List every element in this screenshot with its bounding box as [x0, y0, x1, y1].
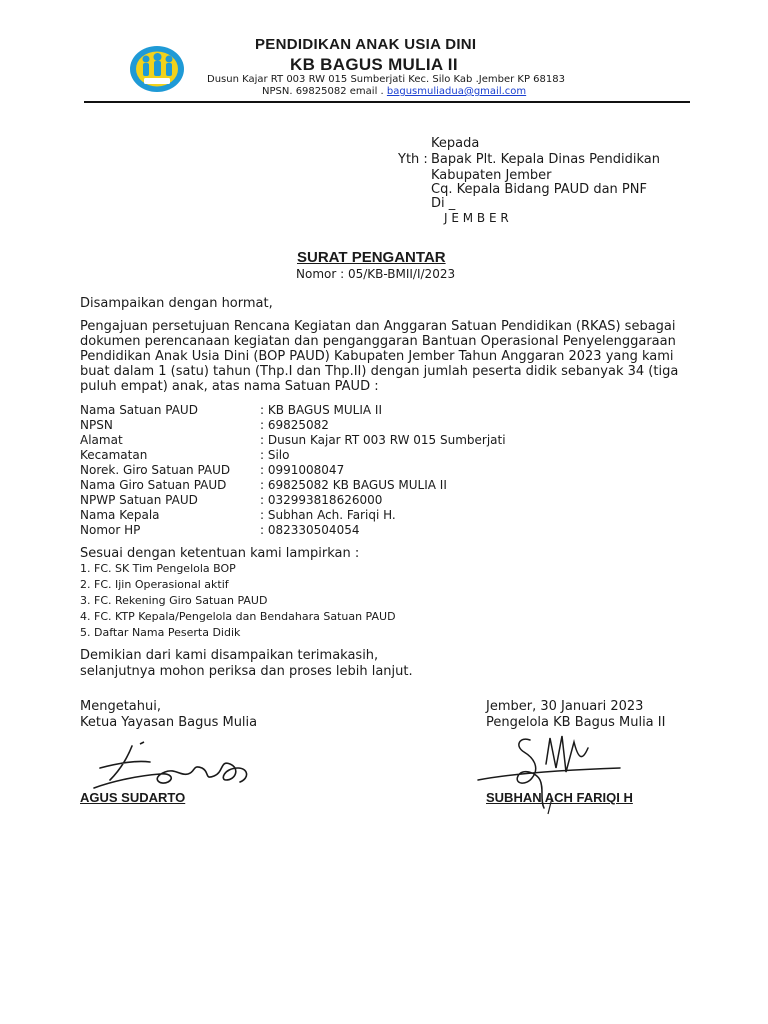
recipient-yth: Yth :: [398, 152, 428, 167]
detail-value: : 082330504054: [260, 523, 360, 537]
closing-line: selanjutnya mohon periksa dan proses lebih lanjut.: [80, 664, 413, 679]
signature-right-name: SUBHAN ACH FARIQI H: [486, 790, 633, 805]
letterhead-line1: PENDIDIKAN ANAK USIA DINI: [255, 36, 477, 53]
signature-left-name: AGUS SUDARTO: [80, 790, 186, 805]
detail-value: : 69825082 KB BAGUS MULIA II: [260, 478, 447, 492]
detail-label: Kecamatan: [80, 448, 148, 462]
list-item: 5. Daftar Nama Peserta Didik: [80, 626, 241, 639]
detail-value: : Dusun Kajar RT 003 RW 015 Sumberjati: [260, 433, 506, 447]
list-item: 2. FC. Ijin Operasional aktif: [80, 578, 229, 591]
detail-value: : 0991008047: [260, 463, 345, 477]
detail-label: Alamat: [80, 433, 123, 447]
closing-line: Demikian dari kami disampaikan terimakasih,: [80, 648, 379, 663]
detail-label: Nomor HP: [80, 523, 141, 537]
school-logo-icon: [128, 44, 186, 94]
signature-right-handwriting: [470, 728, 640, 824]
letterhead-school-name: KB BAGUS MULIA II: [290, 55, 458, 74]
signature-left-line1: Mengetahui,: [80, 699, 161, 714]
signature-left-handwriting: [80, 738, 260, 794]
recipient-line3: Cq. Kepala Bidang PAUD dan PNF: [431, 182, 647, 197]
list-item: 1. FC. SK Tim Pengelola BOP: [80, 562, 236, 575]
paragraph-line: Pengajuan persetujuan Rencana Kegiatan dan Anggaran Satuan Pendidikan (RKAS) sebagai: [80, 319, 676, 334]
recipient-line1: Bapak Plt. Kepala Dinas Pendidikan: [431, 152, 660, 167]
detail-label: NPWP Satuan PAUD: [80, 493, 198, 507]
letterhead-address: Dusun Kajar RT 003 RW 015 Sumberjati Kec. Silo Kab .Jember KP 68183: [207, 74, 565, 85]
recipient-city: J E M B E R: [444, 211, 509, 225]
paragraph-line: puluh empat) anak, atas nama Satuan PAUD :: [80, 379, 379, 394]
detail-value: : 032993818626000: [260, 493, 383, 507]
detail-value: : KB BAGUS MULIA II: [260, 403, 382, 417]
recipient-line2: Kabupaten Jember: [431, 168, 552, 183]
list-item: 3. FC. Rekening Giro Satuan PAUD: [80, 594, 268, 607]
detail-label: Nama Giro Satuan PAUD: [80, 478, 227, 492]
detail-value: : 69825082: [260, 418, 329, 432]
recipient-di: Di _: [431, 196, 456, 211]
detail-label: Norek. Giro Satuan PAUD: [80, 463, 231, 477]
paragraph-line: Pendidikan Anak Usia Dini (BOP PAUD) Kabupaten Jember Tahun Anggaran 2023 yang kami: [80, 349, 674, 364]
recipient-kepada: Kepada: [431, 136, 480, 151]
signature-left-line2: Ketua Yayasan Bagus Mulia: [80, 715, 258, 730]
email-link[interactable]: bagusmuliadua@gmail.com: [386, 86, 527, 97]
letter-heading: SURAT PENGANTAR: [297, 249, 446, 266]
letterhead-contact: [262, 86, 526, 97]
greeting: Disampaikan dengan hormat,: [80, 296, 273, 311]
signature-right-line1: Jember, 30 Januari 2023: [486, 699, 644, 714]
letterhead-npsn: NPSN. 69825082 email .: [262, 86, 387, 97]
signature-right-line2: Pengelola KB Bagus Mulia II: [486, 715, 666, 730]
paragraph-line: dokumen perencanaan kegiatan dan penganggaran Bantuan Operasional Penyelenggaraan: [80, 334, 676, 349]
attachments-intro: Sesuai dengan ketentuan kami lampirkan :: [80, 546, 360, 561]
paragraph-line: buat dalam 1 (satu) tahun (Thp.I dan Thp.II) dengan jumlah peserta didik sebanyak 34 (tiga: [80, 364, 679, 379]
detail-value: : Silo: [260, 448, 290, 462]
detail-value: : Subhan Ach. Fariqi H.: [260, 508, 396, 522]
letterhead-divider: [84, 101, 690, 103]
detail-label: NPSN: [80, 418, 113, 432]
letter-number: Nomor : 05/KB-BMII/I/2023: [296, 267, 456, 281]
detail-label: Nama Satuan PAUD: [80, 403, 198, 417]
detail-label: Nama Kepala: [80, 508, 160, 522]
list-item: 4. FC. KTP Kepala/Pengelola dan Bendahara Satuan PAUD: [80, 610, 396, 623]
